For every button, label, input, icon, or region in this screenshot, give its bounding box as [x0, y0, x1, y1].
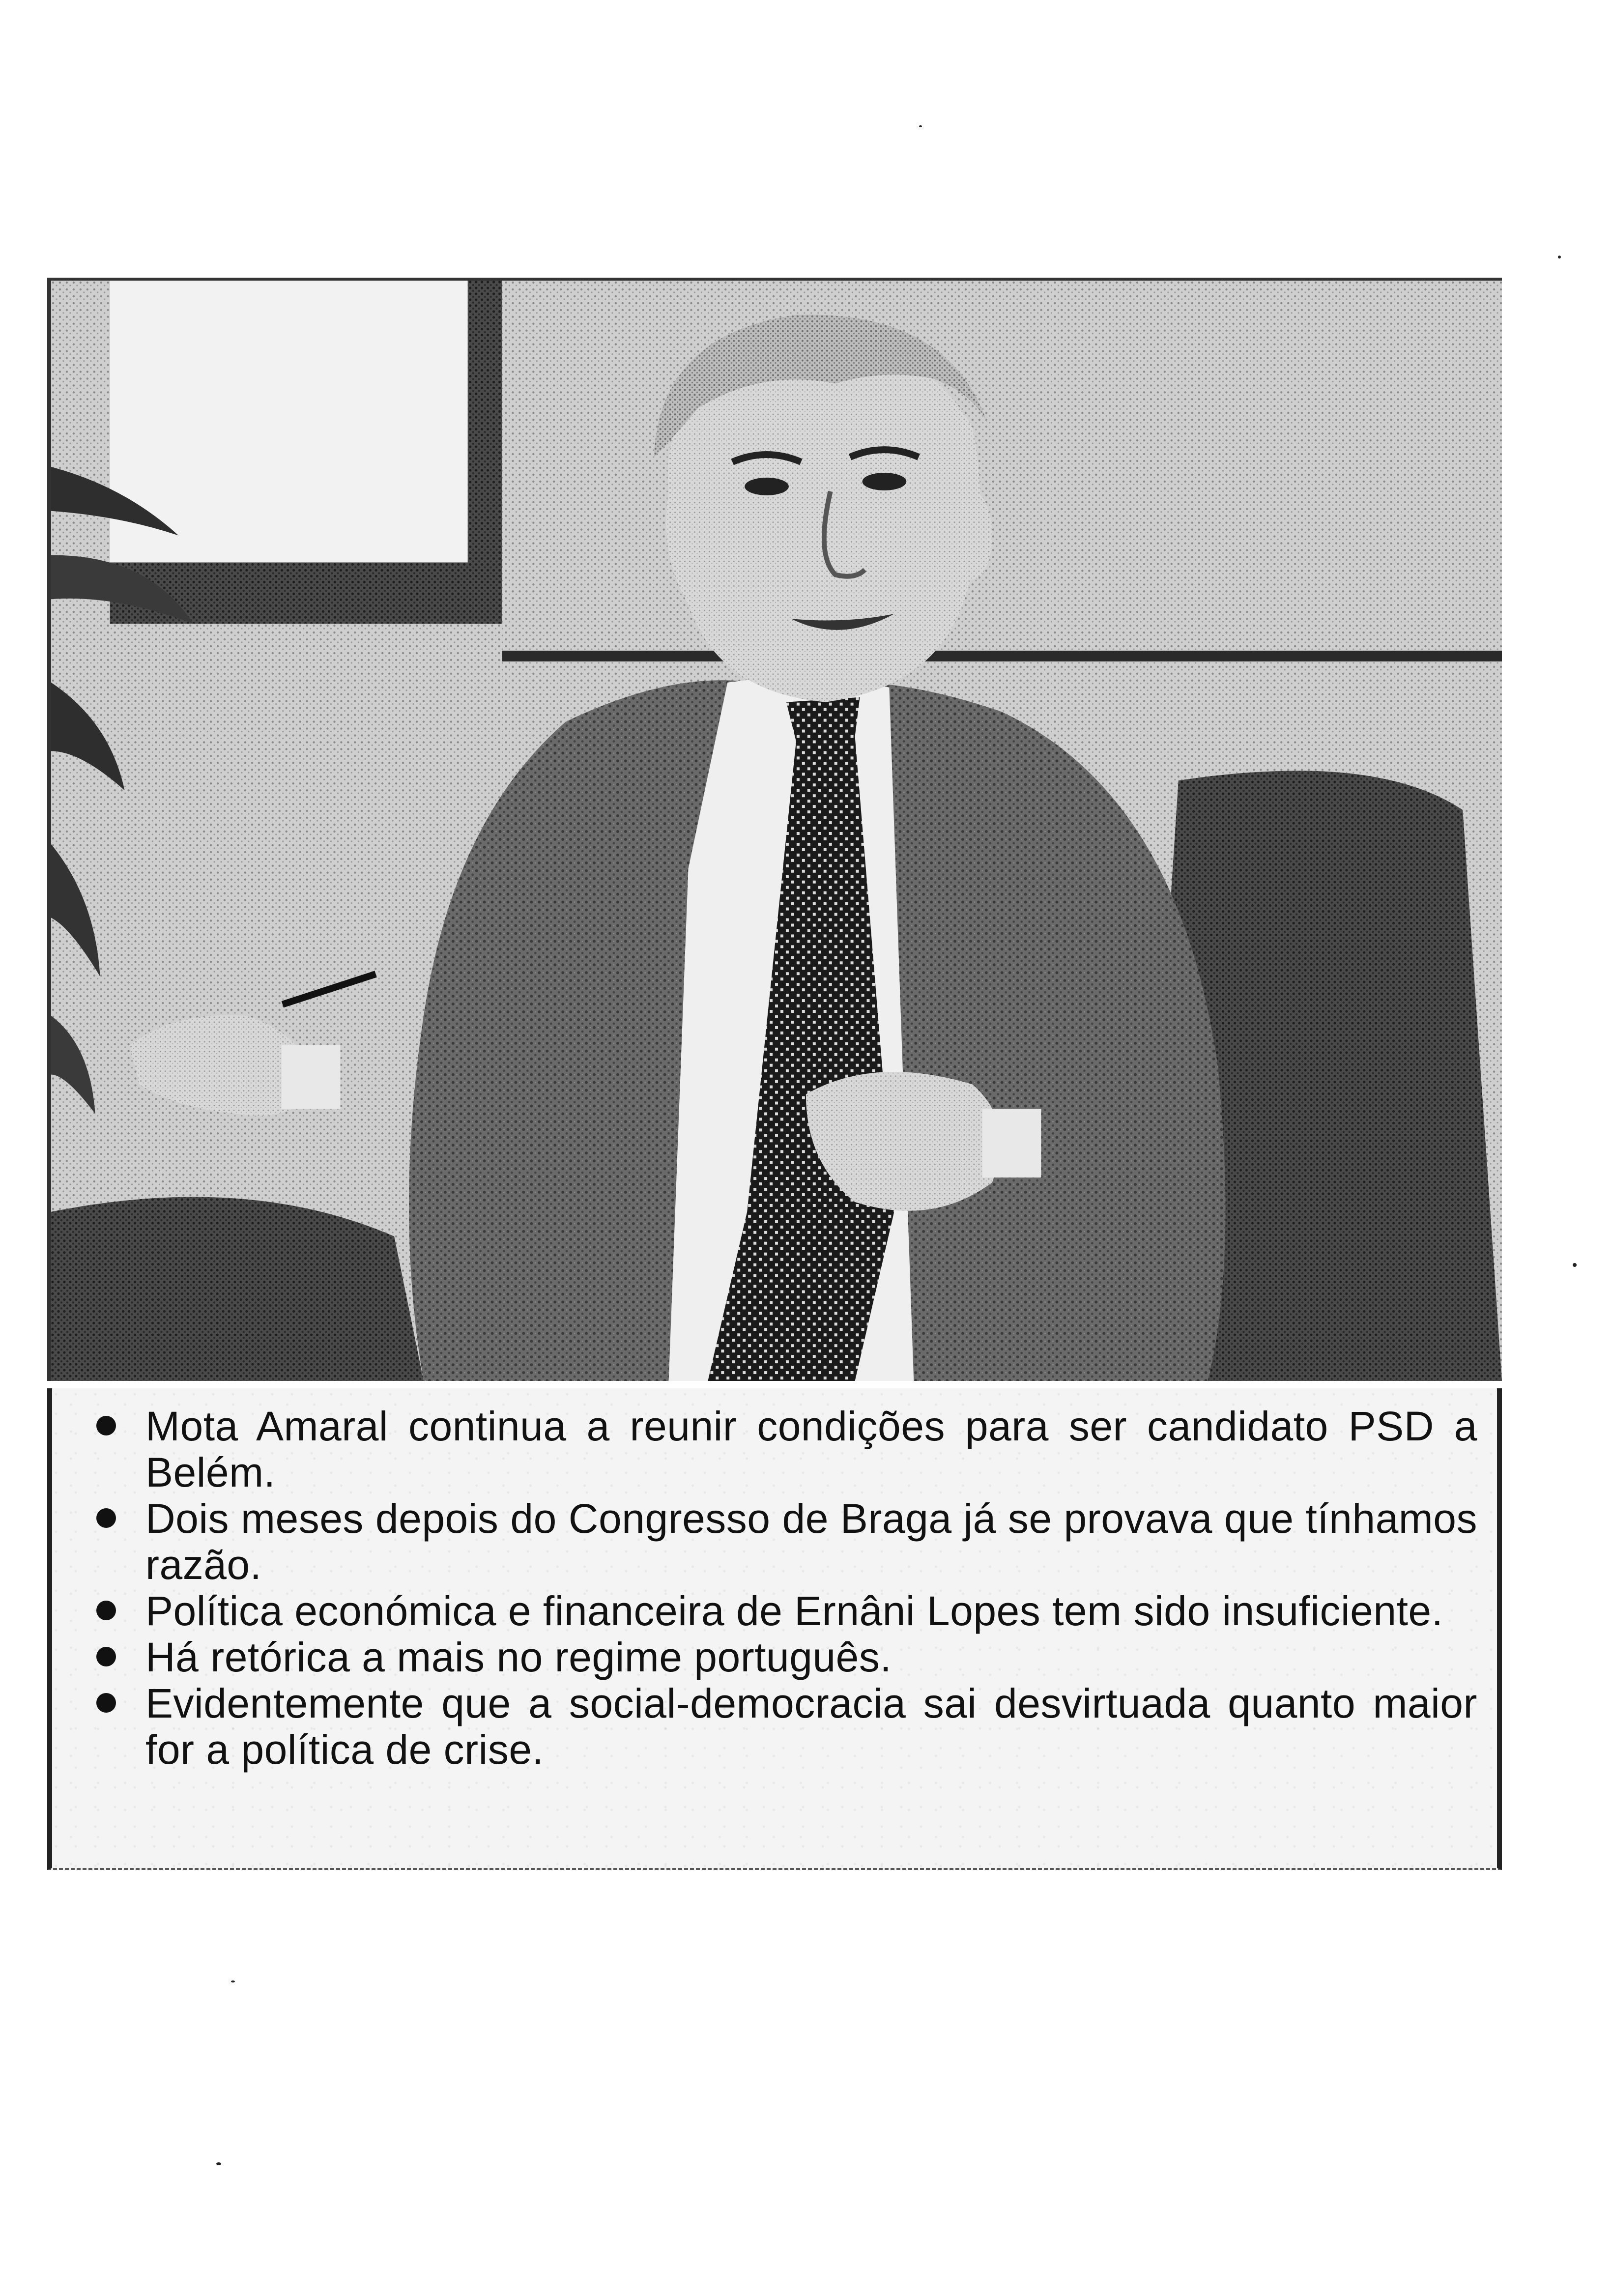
bullet-icon — [96, 1508, 116, 1528]
photo-caption-box — [47, 1388, 1502, 1870]
caption-text: Mota Amaral continua a reunir condições para ser candidato PSD a Belém. — [145, 1403, 1477, 1495]
page-speck — [1573, 1263, 1577, 1267]
list-item — [91, 1403, 1477, 1495]
portrait-photo — [47, 278, 1502, 1381]
bullet-icon — [96, 1647, 116, 1666]
newspaper-clipping — [47, 278, 1502, 1870]
caption-text: Dois meses depois do Congresso de Braga já se provava que tínhamos razão. — [145, 1495, 1477, 1588]
bullet-icon — [96, 1416, 116, 1435]
person-portrait-photo-icon — [51, 281, 1502, 1381]
page-speck — [919, 125, 922, 127]
page-speck — [216, 2162, 221, 2165]
caption-text: Evidentemente que a social-democracia sai desvirtuada quanto maior for a política de crise. — [145, 1680, 1477, 1773]
list-item — [91, 1634, 1477, 1680]
caption-text: Há retórica a mais no regime português. — [145, 1634, 892, 1680]
caption-text: Política económica e financeira de Ernâni Lopes tem sido insuficiente. — [145, 1588, 1443, 1634]
bullet-icon — [96, 1601, 116, 1620]
list-item — [91, 1588, 1477, 1634]
list-item — [91, 1495, 1477, 1588]
page-speck — [1558, 256, 1561, 258]
caption-bullet-list — [91, 1403, 1477, 1773]
bullet-icon — [96, 1693, 116, 1713]
page-speck — [231, 1980, 235, 1982]
list-item — [91, 1680, 1477, 1773]
